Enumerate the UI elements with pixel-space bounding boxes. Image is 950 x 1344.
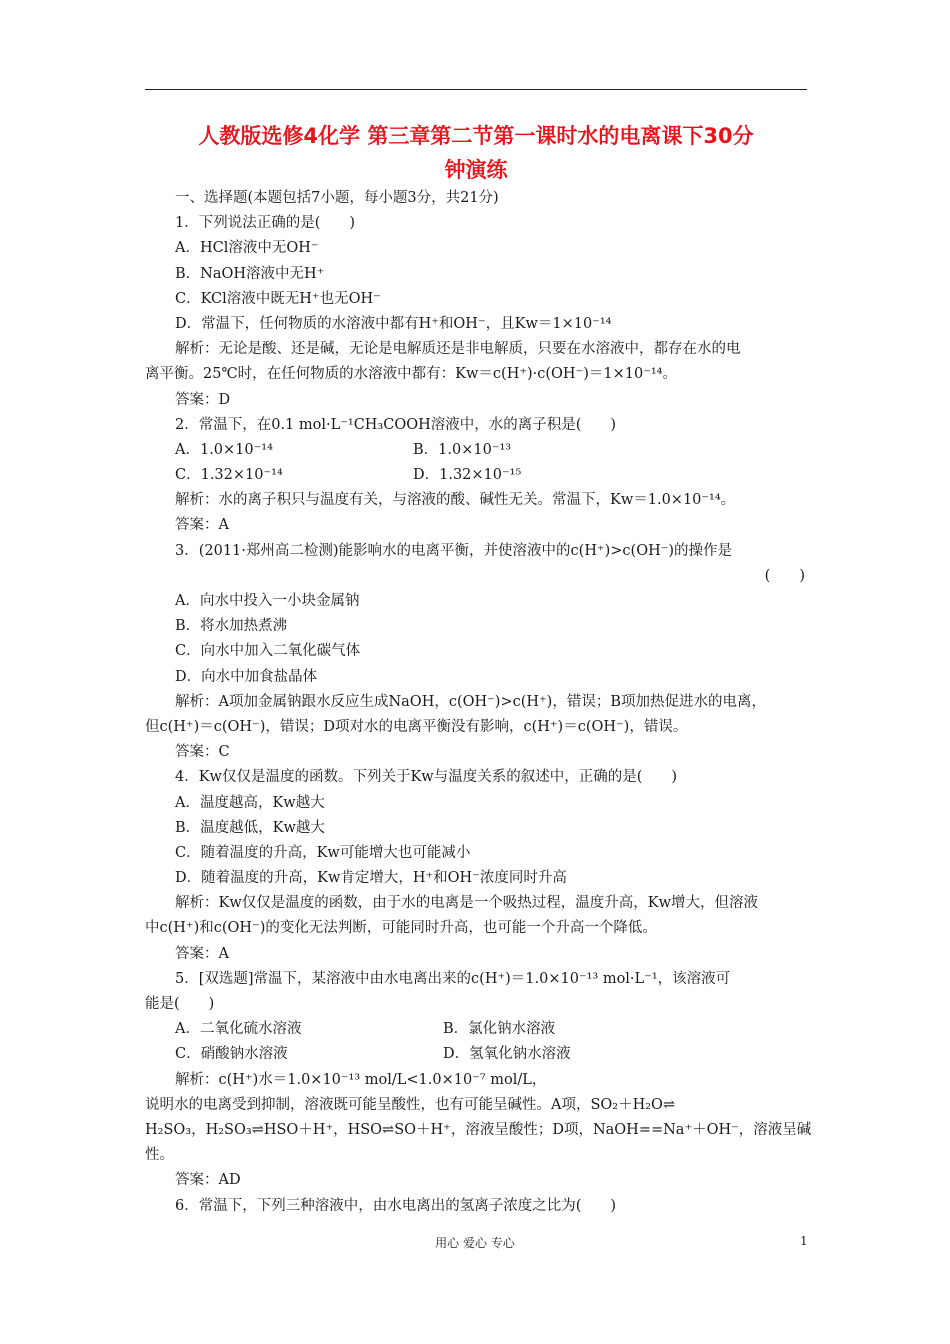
option-1c: C．KCl溶液中既无H⁺也无OH⁻ (175, 290, 381, 307)
question-5: 5．[双选题]常温下，某溶液中由水电离出来的c(H⁺)＝1.0×10⁻¹³ mol·L⁻¹，该溶液可 (175, 970, 731, 987)
option-1d: D．常温下，任何物质的水溶液中都有H⁺和OH⁻，且Kw＝1×10⁻¹⁴ (175, 315, 612, 332)
question-5-cont: 能是( ) (145, 996, 215, 1012)
option-4d: D．随着温度的升高，Kw肯定增大，H⁺和OH⁻浓度同时升高 (175, 870, 567, 887)
analysis-5-cont3: 性。 (145, 1147, 174, 1164)
option-1b: B．NaOH溶液中无H⁺ (175, 265, 325, 282)
answer-5: 答案：AD (175, 1172, 241, 1189)
section-heading: 一、选择题(本题包括7小题，每小题3分，共21分) (175, 190, 499, 206)
analysis-1-cont: 离平衡。25℃时，在任何物质的水溶液中都有：Kw＝c(H⁺)·c(OH⁻)＝1×10⁻¹⁴。 (145, 366, 677, 383)
analysis-5-cont2: H₂SO₃，H₂SO₃⇌HSO＋H⁺，HSO⇌SO＋H⁺，溶液呈酸性；D项，NaOH==Na⁺＋OH⁻，溶液呈碱 (145, 1121, 812, 1138)
analysis-5: 解析：c(H⁺)水＝1.0×10⁻¹³ mol/L<1.0×10⁻⁷ mol/L， (175, 1071, 547, 1088)
option-5a: A．二氧化硫水溶液 (175, 1021, 302, 1038)
analysis-4: 解析：Kw仅仅是温度的函数，由于水的电离是一个吸热过程，温度升高，Kw增大，但溶液 (175, 895, 758, 912)
analysis-4-cont: 中c(H⁺)和c(OH⁻)的变化无法判断，可能同时升高，也可能一个升高一个降低。 (145, 920, 657, 937)
option-3b: B．将水加热煮沸 (175, 618, 288, 635)
options-5-row1 (145, 1017, 807, 1042)
question-3: 3．(2011·郑州高二检测)能影响水的电离平衡，并使溶液中的c(H⁺)>c(OH⁻)的操作是 (175, 542, 733, 559)
answer-4: 答案：A (175, 945, 229, 962)
question-4: 4．Kw仅仅是温度的函数。下列关于Kw与温度关系的叙述中，正确的是( ) (175, 769, 678, 786)
option-3d: D．向水中加食盐晶体 (175, 668, 318, 685)
option-5c: C．硝酸钠水溶液 (175, 1046, 288, 1063)
options-2-row1 (145, 438, 807, 463)
option-4b: B．温度越低，Kw越大 (175, 819, 325, 836)
option-2d: D．1.32×10⁻¹⁵ (413, 467, 522, 484)
answer-2: 答案：A (175, 517, 229, 534)
analysis-5-cont1: 说明水的电离受到抑制，溶液既可能呈酸性，也有可能呈碱性。A项，SO₂＋H₂O⇌ (145, 1096, 676, 1113)
answer-3: 答案：C (175, 744, 230, 761)
analysis-1: 解析：无论是酸、还是碱，无论是电解质还是非电解质，只要在水溶液中，都存在水的电 (175, 341, 741, 358)
option-3a: A．向水中投入一小块金属钠 (175, 593, 360, 609)
question-3-bracket: ( ) (764, 567, 805, 584)
option-5d: D．氢氧化钠水溶液 (443, 1046, 571, 1063)
options-2-row2 (145, 463, 807, 488)
option-4c: C．随着温度的升高，Kw可能增大也可能减小 (175, 844, 471, 861)
question-2: 2．常温下，在0.1 mol·L⁻¹CH₃COOH溶液中，水的离子积是( ) (175, 416, 617, 433)
option-4a: A．温度越高，Kw越大 (175, 794, 325, 811)
header-rule (145, 89, 807, 90)
option-2b: B．1.0×10⁻¹³ (413, 441, 512, 458)
option-2a: A．1.0×10⁻¹⁴ (175, 441, 273, 458)
document-title: 人教版选修4化学 第三章第二节第一课时水的电离课下30分 (198, 124, 754, 148)
option-3c: C．向水中加入二氧化碳气体 (175, 643, 361, 660)
analysis-3-cont: 但c(H⁺)＝c(OH⁻)，错误；D项对水的电离平衡没有影响，c(H⁺)＝c(OH⁻)，错误。 (145, 718, 688, 735)
option-2c: C．1.32×10⁻¹⁴ (175, 467, 283, 484)
document-title-continued: 钟演练 (444, 158, 508, 182)
option-1a: A．HCl溶液中无OH⁻ (175, 240, 319, 257)
analysis-2: 解析：水的离子积只与温度有关，与溶液的酸、碱性无关。常温下，Kw＝1.0×10⁻¹⁴。 (175, 492, 736, 509)
option-5b: B．氯化钠水溶液 (443, 1021, 556, 1038)
page-number: 1 (800, 1234, 808, 1248)
answer-1: 答案：D (175, 391, 231, 408)
options-5-row2 (145, 1042, 807, 1067)
question-1: 1．下列说法正确的是( ) (175, 215, 356, 232)
question-6: 6．常温下，下列三种溶液中，由水电离出的氢离子浓度之比为( ) (175, 1197, 617, 1214)
footer-text: 用心 爱心 专心 (435, 1236, 515, 1250)
document-body (145, 186, 812, 1219)
analysis-3: 解析：A项加金属钠跟水反应生成NaOH，c(OH⁻)>c(H⁺)，错误；B项加热促进水的电离， (175, 693, 766, 710)
